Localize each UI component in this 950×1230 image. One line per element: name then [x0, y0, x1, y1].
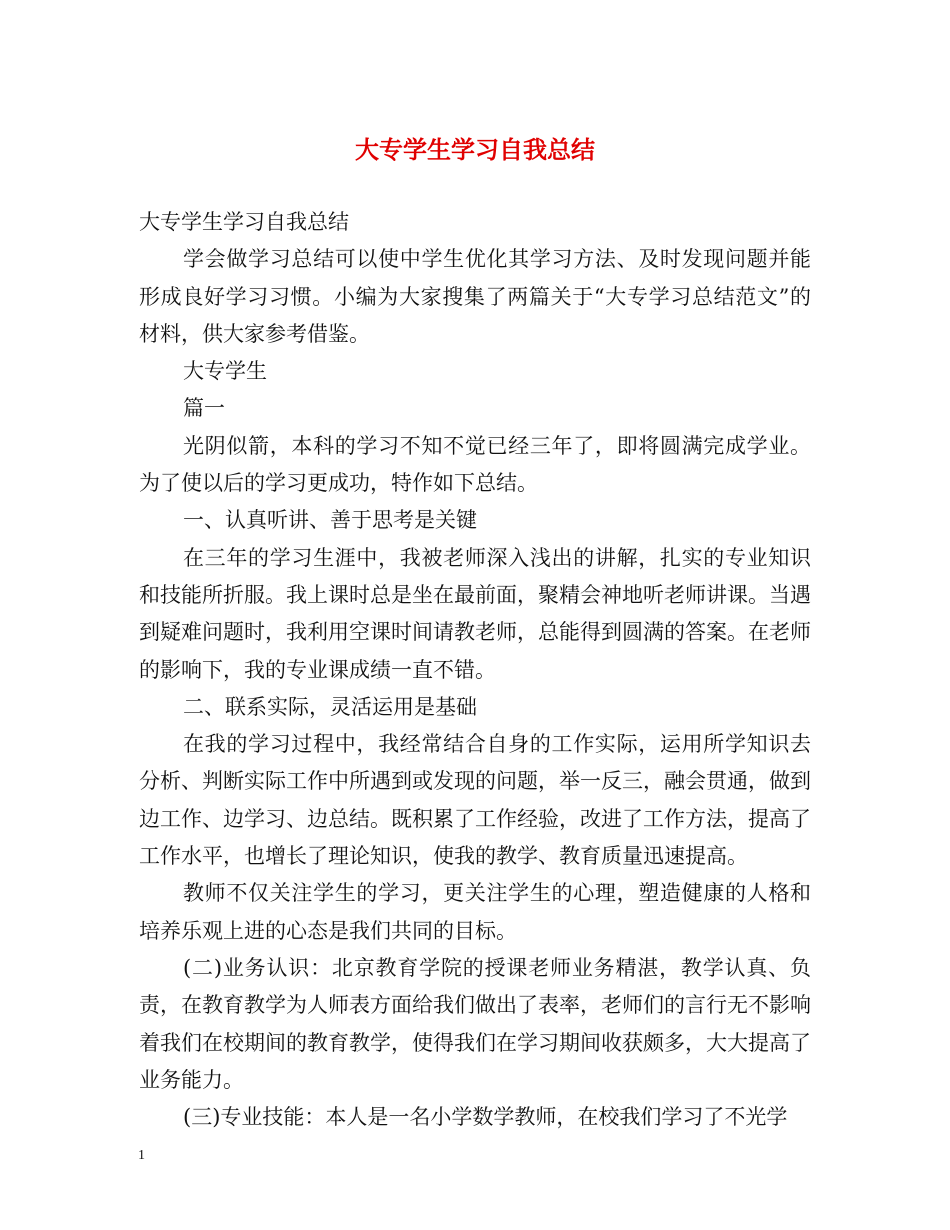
- paragraph: 光阴似箭，本科的学习不知不觉已经三年了，即将圆满完成学业。为了使以后的学习更成功，特作如下总结。: [139, 433, 811, 496]
- paragraph: 教师不仅关注学生的学习，更关注学生的心理，塑造健康的人格和培养乐观上进的心态是我们共同的目标。: [139, 881, 811, 943]
- document-body: [139, 204, 811, 1136]
- section-heading: 一、认真听讲、善于思考是关键: [183, 508, 477, 533]
- document-title: 大专学生学习自我总结: [355, 135, 595, 164]
- section-heading: 二、联系实际，灵活运用是基础: [183, 694, 477, 719]
- paragraph: 篇一: [183, 396, 225, 421]
- paragraph: 大专学生学习自我总结: [139, 210, 349, 234]
- paragraph: 在三年的学习生涯中，我被老师深入浅出的讲解，扎实的专业知识和技能所折服。我上课时总是坐在最前面，聚精会神地听老师讲课。当遇到疑难问题时，我利用空课时间请教老师，总能得到圆满的答案。在老师的影响下，我的专业课成绩一直不错。: [139, 545, 811, 682]
- paragraph: 大专学生: [183, 359, 267, 384]
- paragraph: (二)业务认识：北京教育学院的授课老师业务精湛，教学认真、负责，在教育教学为人师表方面给我们做出了表率，老师们的言行无不影响着我们在校期间的教育教学，使得我们在学习期间收获颇多，大大提高了业务能力。: [139, 955, 811, 1092]
- page-number: 1: [138, 1148, 145, 1163]
- paragraph: 在我的学习过程中，我经常结合自身的工作实际，运用所学知识去分析、判断实际工作中所遇到或发现的问题，举一反三，融会贯通，做到边工作、边学习、边总结。既积累了工作经验，改进了工作方法，提高了工作水平，也增长了理论知识，使我的教学、教育质量迅速提高。: [139, 732, 811, 869]
- paragraph: (三)专业技能：本人是一名小学数学教师，在校我们学习了不光学: [183, 1105, 788, 1130]
- paragraph: 学会做学习总结可以使中学生优化其学习方法、及时发现问题并能形成良好学习习惯。小编为大家搜集了两篇关于“大专学习总结范文”的材料，供大家参考借鉴。: [139, 247, 811, 346]
